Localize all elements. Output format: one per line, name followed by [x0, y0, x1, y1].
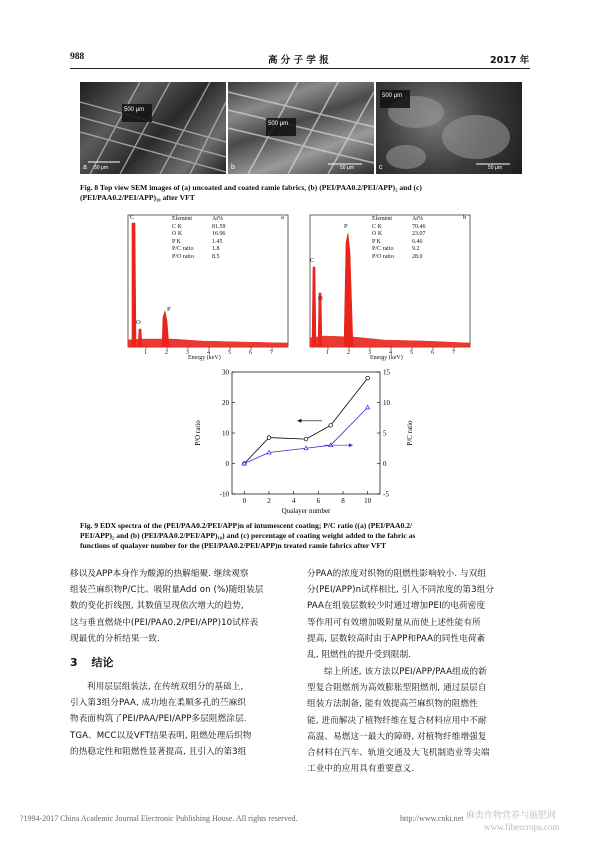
- y-right-axis-label: P/C ratio: [406, 420, 414, 446]
- series-point-0: [267, 436, 271, 440]
- edx-a-tick: 5: [228, 350, 231, 356]
- footer-url: http://www.cnki.net: [400, 814, 464, 823]
- x-tick-label: 10: [364, 497, 372, 505]
- edx-b-tick: 7: [452, 350, 455, 356]
- fiber-texture-a: [80, 82, 226, 174]
- figure9-caption-line3: functions of qualayer number for the (PEI/PAA0.2/PEI/APP)n treated ramie fabrics after VFT: [80, 541, 387, 550]
- edx-b-row-val: 23.07: [412, 231, 426, 238]
- header-rule: [70, 68, 530, 69]
- text-line: 组装苎麻织物P/C比、吸附量Add on (%)随组装层: [70, 585, 264, 596]
- edx-b-peak-o: O: [318, 295, 323, 302]
- text-line: 等作用可有效增加吸附量从而使上述性能有所: [307, 617, 481, 628]
- panel-label-b: b: [231, 164, 235, 171]
- edx-b-peak-c: C: [310, 257, 315, 264]
- edx-a-tick: 3: [186, 350, 189, 356]
- text-line: 物表面构筑了PEI/PAA/PEI/APP多层阻燃涂层.: [70, 714, 247, 725]
- sem-image-b: [228, 82, 374, 174]
- figure9-caption-line1: Fig. 9 EDX spectra of the (PEI/PAA0.2/PEI/APP)n of intumescent coating; P/C ratio ((a) (PEI/PAA0.2/: [80, 521, 413, 530]
- figure8-caption-line2: (PEI/PAA0.2/PEI/APP)₁₀ after VFT: [80, 193, 195, 202]
- journal-name: 高 分 子 学 报: [268, 55, 329, 66]
- edx-a-tick: 2: [165, 350, 168, 356]
- text-line: 移以及APP本身作为酸源的热解缩聚. 继续观察: [70, 569, 249, 579]
- sem-image-c: [376, 82, 522, 174]
- sem-image-a: [80, 82, 226, 174]
- edx-b-tick: 2: [347, 350, 350, 356]
- edx-a-row-el: P/O ratio: [172, 253, 194, 260]
- x-tick-label: 2: [267, 497, 271, 505]
- text-line: 能, 进而解决了植物纤维在复合材料应用中不耐: [307, 715, 487, 726]
- scale-bar-top-c: 500 μm: [382, 93, 403, 99]
- text-line: 分PAA的浓度对织物的阻燃性影响较小. 与双组: [307, 569, 487, 579]
- scale-bar-top-a: 500 μm: [124, 107, 145, 113]
- edx-a-row-el: P K: [172, 238, 181, 245]
- figure9-caption-line2: PEI/APP)₂ and (b) (PEI/PAA0.2/PEI/APP)₁₀) and (c) percentage of coating weight added to the fabric as: [80, 531, 416, 540]
- fiber-texture-b: [228, 82, 374, 174]
- panel-label-c: c: [379, 164, 383, 171]
- edx-b-tick: 5: [410, 350, 413, 356]
- text-line: 数的变化折线图, 其数值呈现依次增大的趋势,: [70, 601, 244, 612]
- edx-a-tick: 7: [270, 350, 273, 356]
- edx-a-panel-label: a: [281, 214, 284, 221]
- y-right-tick-label: -5: [383, 490, 389, 499]
- figure9-caption: [80, 521, 528, 551]
- section-title: 结论: [91, 656, 114, 669]
- left-column-paragraph2: [70, 679, 292, 760]
- edx-b-panel-label: b: [463, 214, 467, 221]
- edx-spectrum-b: [304, 213, 474, 363]
- x-tick-label: 4: [291, 497, 296, 505]
- text-line: 分(PEI/APP)n试样相比, 引入不同浓度的第3组分: [307, 585, 495, 596]
- edx-a-row-el: P/C ratio: [172, 246, 194, 253]
- y-left-axis-label: P/O ratio: [194, 420, 202, 446]
- edx-b-row-el: P/O ratio: [372, 253, 394, 260]
- section-heading: [70, 654, 114, 670]
- figure8-caption-line1: Fig. 8 Top view SEM images of (a) uncoated and coated ramie fabrics, (b) (PEI/PAA0.2/PEI/APP)₂ and (c): [80, 183, 422, 192]
- edx-a-row-val: 1.45: [212, 238, 223, 245]
- edx-b-tick: 3: [368, 350, 371, 356]
- text-line: 的热稳定性和阻燃性显著提高, 且引入的第3组: [70, 746, 247, 757]
- text-line: 高温、易燃这一最大的障碍, 对植物纤维增强复: [307, 731, 487, 742]
- y-right-tick-label: 5: [383, 429, 387, 438]
- edx-a-tick: 1: [144, 350, 147, 356]
- edx-b-tick: 6: [431, 350, 434, 356]
- page-number: 988: [70, 52, 85, 62]
- scale-bar-bottom-b: 50 μm: [340, 165, 354, 171]
- edx-b-xlabel: Energy (keV): [370, 355, 403, 361]
- edx-spectrum-a: [122, 213, 292, 363]
- edx-b-tick: 4: [389, 350, 392, 356]
- edx-a-peak-o: O: [136, 319, 141, 326]
- edx-b-table: [372, 216, 426, 262]
- right-column-paragraph1: [307, 566, 529, 663]
- x-tick-label: 0: [242, 497, 247, 505]
- axis-arrowhead-1: [349, 443, 353, 447]
- edx-b-row-el: P K: [372, 238, 381, 245]
- watermark-url: www.fibercrops.com: [484, 822, 560, 832]
- text-line: 合材料在汽车、轨道交通及大飞机制造业等尖端: [307, 748, 490, 759]
- text-line: 提高, 层数较高时由于APP和PAA的同性电荷紊: [307, 633, 486, 644]
- series-point-1: [366, 405, 370, 409]
- edx-b-col-element: Element: [372, 216, 392, 222]
- edx-b-col-at: At%: [412, 216, 423, 222]
- edx-a-peak-c: C: [130, 214, 135, 221]
- edx-a-col-at: At%: [212, 216, 223, 222]
- text-line: 综上所述, 该方法以PEI/APP/PAA组成的新: [324, 667, 487, 677]
- edx-a-row-val: 8.5: [212, 253, 220, 260]
- y-right-tick-label: 15: [383, 368, 390, 377]
- edx-a-row-el: O K: [172, 231, 183, 238]
- qualayer-chart-svg: [190, 366, 420, 518]
- edx-b-row-val: 70.46: [412, 223, 426, 230]
- series-point-0: [366, 376, 370, 380]
- year: 2017 年: [490, 55, 530, 66]
- edx-b-row-el: P/C ratio: [372, 246, 394, 253]
- edx-b-peak-p: P: [344, 223, 348, 230]
- edx-b-tick: 1: [326, 350, 329, 356]
- scale-bar-bottom-a: 50 μm: [94, 165, 108, 171]
- text-line: 引入第3组分PAA, 成功地在柔顺多孔的苎麻织: [70, 698, 246, 709]
- watermark-cn: 麻类作物营养与施肥网: [466, 811, 557, 821]
- text-line: 乱, 阻燃性的提升受到限制.: [307, 650, 412, 661]
- y-right-tick-label: 10: [383, 399, 390, 407]
- edx-a-tick: 4: [207, 350, 210, 356]
- text-line: 型复合阻燃剂为高效膨胀型阻燃剂, 通过层层自: [307, 683, 487, 694]
- text-line: 现最优的分析结果一致.: [70, 633, 160, 644]
- y-left-tick-label: 20: [222, 399, 229, 407]
- y-left-tick-label: -10: [219, 490, 229, 499]
- panel-label-a: a: [83, 164, 87, 171]
- series-point-0: [304, 437, 308, 441]
- copyright-notice: ?1994-2017 China Academic Journal Electronic Publishing House. All rights reserved.: [20, 814, 298, 823]
- series-line-1: [244, 407, 367, 463]
- edx-b-row-val: 6.46: [412, 238, 423, 245]
- y-left-tick-label: 10: [222, 429, 229, 438]
- scale-bar-top-b: 500 μm: [268, 121, 289, 127]
- y-left-tick-label: 30: [222, 368, 229, 377]
- edx-b-row-el: C K: [372, 223, 382, 230]
- figure8-caption: [80, 183, 525, 203]
- right-column-paragraph2: [307, 664, 529, 777]
- text-line: 利用层层组装法, 在传统双组分的基础上,: [87, 682, 244, 692]
- edx-a-col-element: Element: [172, 216, 192, 222]
- edx-b-row-el: O K: [372, 231, 383, 238]
- edx-b-row-val: 28.0: [412, 253, 423, 260]
- series-point-0: [329, 424, 333, 428]
- scale-bar-bottom-c: 50 μm: [488, 165, 502, 171]
- edx-a-table: [172, 216, 226, 262]
- section-number: 3: [70, 656, 78, 669]
- y-left-tick-label: 0: [225, 460, 229, 468]
- text-line: 组装方法制备, 能有效提高苎麻织物的阻燃性: [307, 699, 478, 710]
- edx-a-row-el: C K: [172, 223, 182, 230]
- edx-a-row-val: 16.96: [212, 231, 226, 238]
- axis-arrowhead-0: [297, 419, 301, 423]
- x-axis-label: Qualayer number: [281, 507, 331, 515]
- text-line: TGA、MCC以及VFT结果表明, 阻燃处理后织物: [70, 730, 252, 741]
- x-tick-label: 6: [316, 497, 321, 505]
- edx-a-xlabel: Energy (keV): [188, 355, 221, 361]
- left-column-paragraph1: [70, 566, 292, 647]
- x-tick-label: 8: [341, 497, 345, 505]
- text-line: PAA在组装层数较少时通过增加PEI的电荷密度: [307, 601, 486, 612]
- edx-a-row-val: 1.8: [212, 246, 220, 253]
- text-line: 这与垂直燃烧中(PEI/PAA0.2/PEI/APP)10试样表: [70, 617, 259, 628]
- y-right-tick-label: 0: [383, 460, 387, 468]
- edx-a-tick: 6: [249, 350, 252, 356]
- qualayer-chart: [190, 366, 420, 518]
- edx-b-row-val: 9.2: [412, 246, 420, 253]
- text-line: 工业中的应用具有重要意义.: [307, 764, 415, 775]
- edx-a-row-val: 81.59: [212, 223, 226, 230]
- edx-a-peak-p: P: [167, 306, 171, 313]
